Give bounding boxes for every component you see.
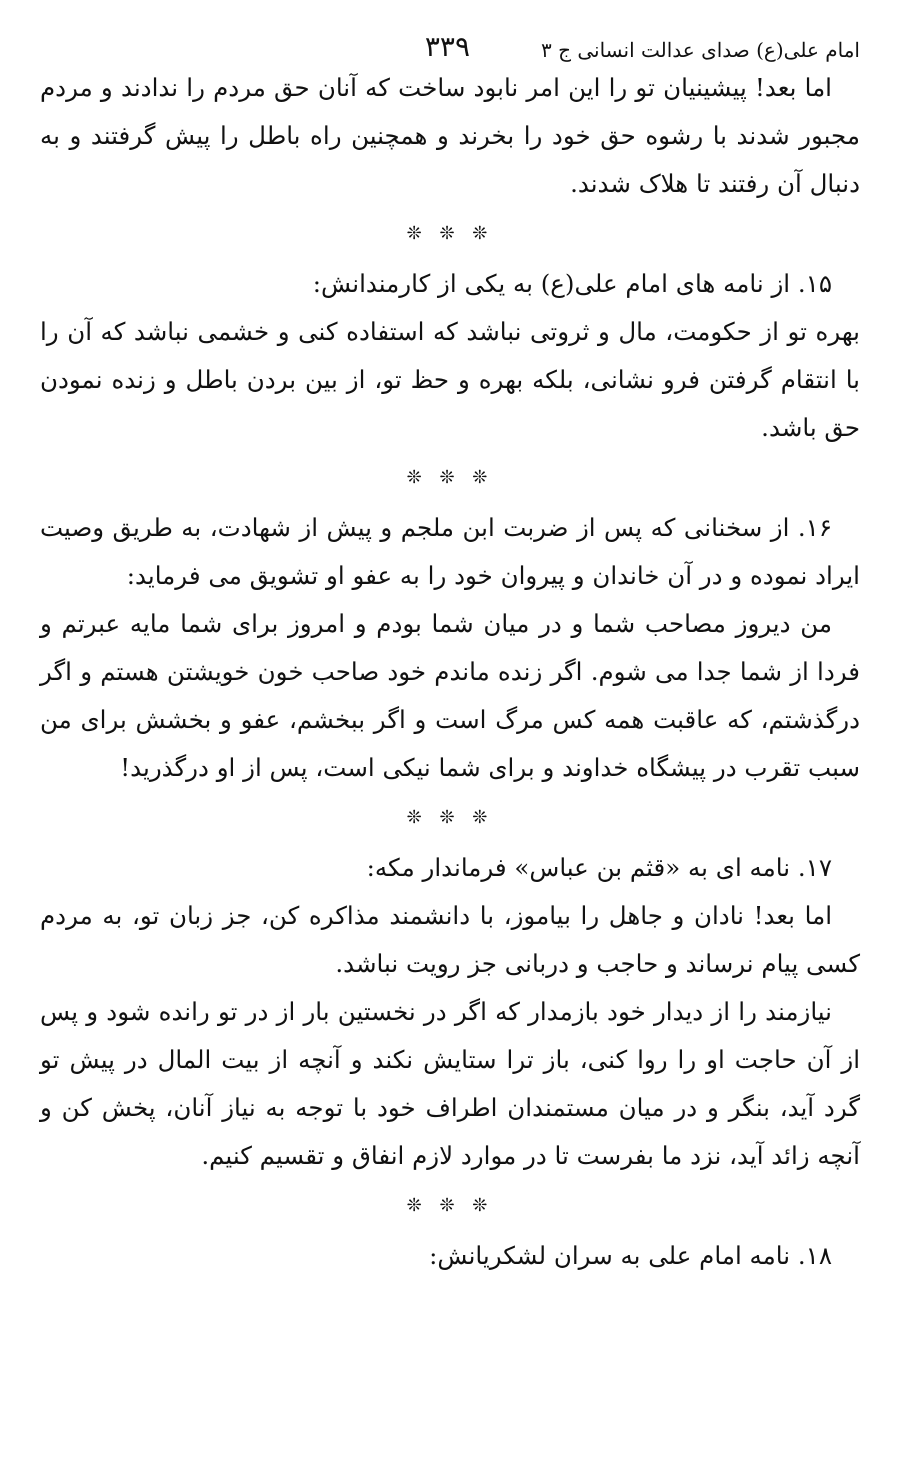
section-separator: ❊ ❊ ❊: [406, 1195, 494, 1216]
page: [40, 30, 860, 1280]
section-separator: ❊ ❊ ❊: [406, 223, 494, 244]
page-header: [40, 30, 860, 64]
section-separator: ❊ ❊ ❊: [406, 807, 494, 828]
heading-16: ۱۶. از سخنانی که پس از ضربت ابن ملجم و پیش از شهادت، به طریق وصیت ایراد نموده و در آن خاندان و پیروان خود را به عفو او تشویق می فرماید:: [40, 513, 860, 590]
section-separator: ❊ ❊ ❊: [406, 467, 494, 488]
heading-15: ۱۵. از نامه های امام علی(ع) به یکی از کارمندانش:: [312, 269, 832, 298]
paragraph-15: بهره تو از حکومت، مال و ثروتی نباشد که استفاده کنی و خشمی نباشد که آن را با انتقام گرفتن فرو نشانی، بلکه بهره و حظ تو، از بین بردن باطل و زنده نمودن حق باشد.: [40, 317, 860, 442]
paragraph-17a: اما بعد! نادان و جاهل را بیاموز، با دانشمند مذاکره کن، جز زبان تو، به مردم کسی پیام نرساند و حاجب و دربانی جز رویت نباشد.: [40, 901, 860, 978]
running-title: امام علی(ع) صدای عدالت انسانی ج ۳: [540, 38, 860, 62]
paragraph-17b: نیازمند را از دیدار خود بازمدار که اگر در نخستین بار از در تو رانده شود و پس از آن حاجت او را روا کنی، باز ترا ستایش نکند و آنچه از بیت المال در پیش تو گرد آید، بنگر و در میان مستمندان اطراف خود با توجه به نیاز آنان، پخش کن و آنچه زائد آید، نزد ما بفرست تا در موارد لازم انفاق و تقسیم کنیم.: [40, 997, 860, 1170]
heading-17: ۱۷. نامه ای به «قثم بن عباس» فرماندار مکه:: [366, 853, 832, 882]
page-number: ۳۳۹: [424, 30, 470, 63]
paragraph-16: من دیروز مصاحب شما و در میان شما بودم و امروز برای شما مایه عبرتم و فردا از شما جدا می شوم. اگر زنده ماندم خود صاحب خون خویشتن هستم و اگر درگذشتم، که عاقبت همه کس مرگ است و اگر ببخشم، عفو و بخشش برای من سبب تقرب در پیشگاه خداوند و برای شما نیکی است، پس از او درگذرید!: [40, 609, 860, 782]
heading-18: ۱۸. نامه امام علی به سران لشکریانش:: [429, 1241, 832, 1270]
paragraph-intro: اما بعد! پیشینیان تو را این امر نابود ساخت که آنان حق مردم را ندادند و مردم مجبور شدند با رشوه حق خود را بخرند و همچنین راه باطل را پیش گرفتند و به دنبال آن رفتند تا هلاک شدند.: [40, 73, 860, 198]
